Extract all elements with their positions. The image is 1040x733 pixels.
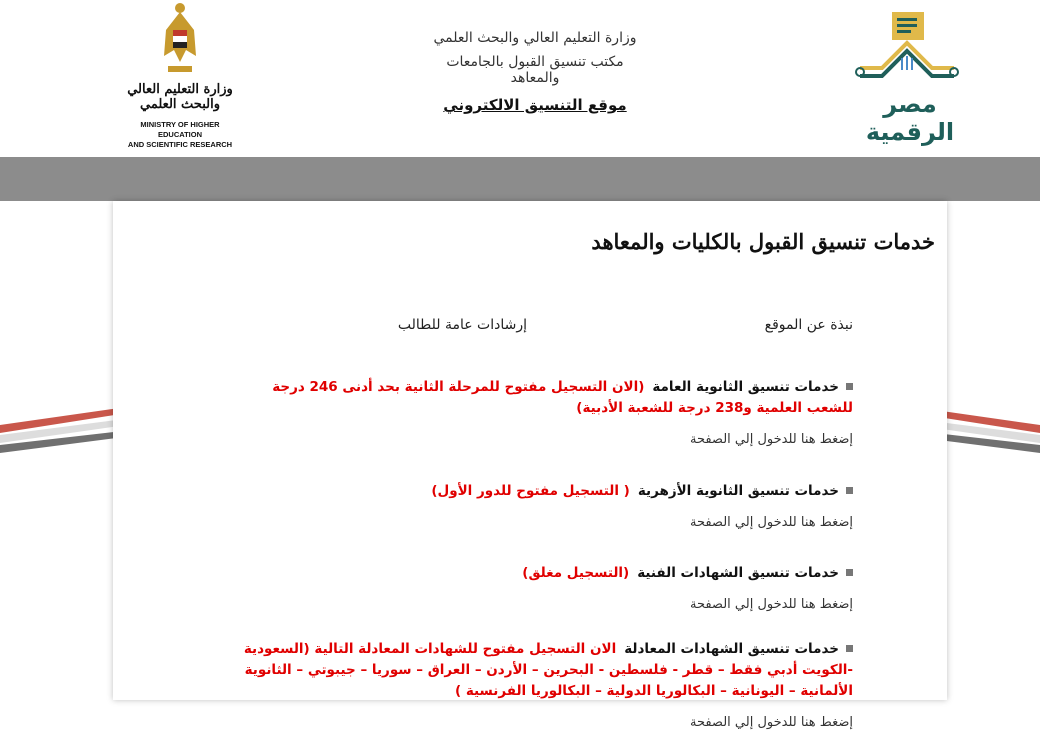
about-site-link[interactable]: نبذة عن الموقع [764,317,853,333]
service-enter-link[interactable]: إضغط هنا للدخول إلي الصفحة [689,597,853,612]
bullet-icon [846,645,853,652]
digital-egypt-text: مصر الرقمية [865,90,955,146]
service-name: خدمات تنسيق الثانوية الأزهرية [637,483,839,499]
service-item-technical-certificates [223,563,853,615]
service-status: (التسجيل مغلق) [522,565,630,581]
service-item-azhar-secondary [223,481,853,533]
service-item-equivalent-certificates [223,639,853,733]
service-name: خدمات تنسيق الثانوية العامة [652,379,839,395]
service-name: خدمات تنسيق الشهادات الفنية [637,565,839,581]
page-title: خدمات تنسيق القبول بالكليات والمعاهد [591,229,935,254]
navigation-bar [0,157,1040,201]
bullet-icon [846,487,853,494]
service-item-general-secondary [223,377,853,450]
service-status: ( التسجيل مفتوح للدور الأول) [431,483,630,499]
digital-egypt-logo[interactable] [852,8,962,146]
ministry-name: وزارة التعليم العالي والبحث العلمي [433,30,637,46]
student-guidelines-link[interactable]: إرشادات عامة للطالب [397,317,527,333]
service-enter-link[interactable]: إضغط هنا للدخول إلي الصفحة [689,715,853,730]
office-name: مكتب تنسيق القبول بالجامعات والمعاهد [446,54,624,86]
service-enter-link[interactable]: إضغط هنا للدخول إلي الصفحة [689,515,853,530]
ministry-english-line2: AND SCIENTIFIC RESEARCH [127,140,233,149]
service-status: (الان التسجيل مفتوح للمرحلة الثانية بحد أدنى 246 درجة للشعب العلمية و238 درجة للشعبة الأدبية) [272,379,853,416]
ministry-logo[interactable] [120,0,240,150]
ministry-english-line1: MINISTRY OF HIGHER EDUCATION [140,120,220,139]
service-status: الان التسجيل مفتوح للشهادات المعادلة التالية (السعودية -الكويت أدبي فقط – قطر - فلسطين - البحرين – الأردن – العراق – سوريا – جيبوتي – الثانوية الألمانية – اليونانية – البكالوريا الدولية – البكالوريا الفرنسية ) [243,641,853,699]
main-content-panel [113,201,947,730]
header-titles [420,30,650,114]
bullet-icon [846,383,853,390]
ministry-arabic-name: وزارة التعليم العالي والبحث العلمي [127,82,233,112]
site-header [0,0,1040,157]
bullet-icon [846,569,853,576]
service-name: خدمات تنسيق الشهادات المعادلة [624,641,839,657]
eagle-emblem-icon [160,0,200,78]
digital-egypt-icon [852,8,962,88]
service-enter-link[interactable]: إضغط هنا للدخول إلي الصفحة [689,432,853,447]
site-name-link[interactable]: موقع التنسيق الالكتروني [443,96,627,114]
